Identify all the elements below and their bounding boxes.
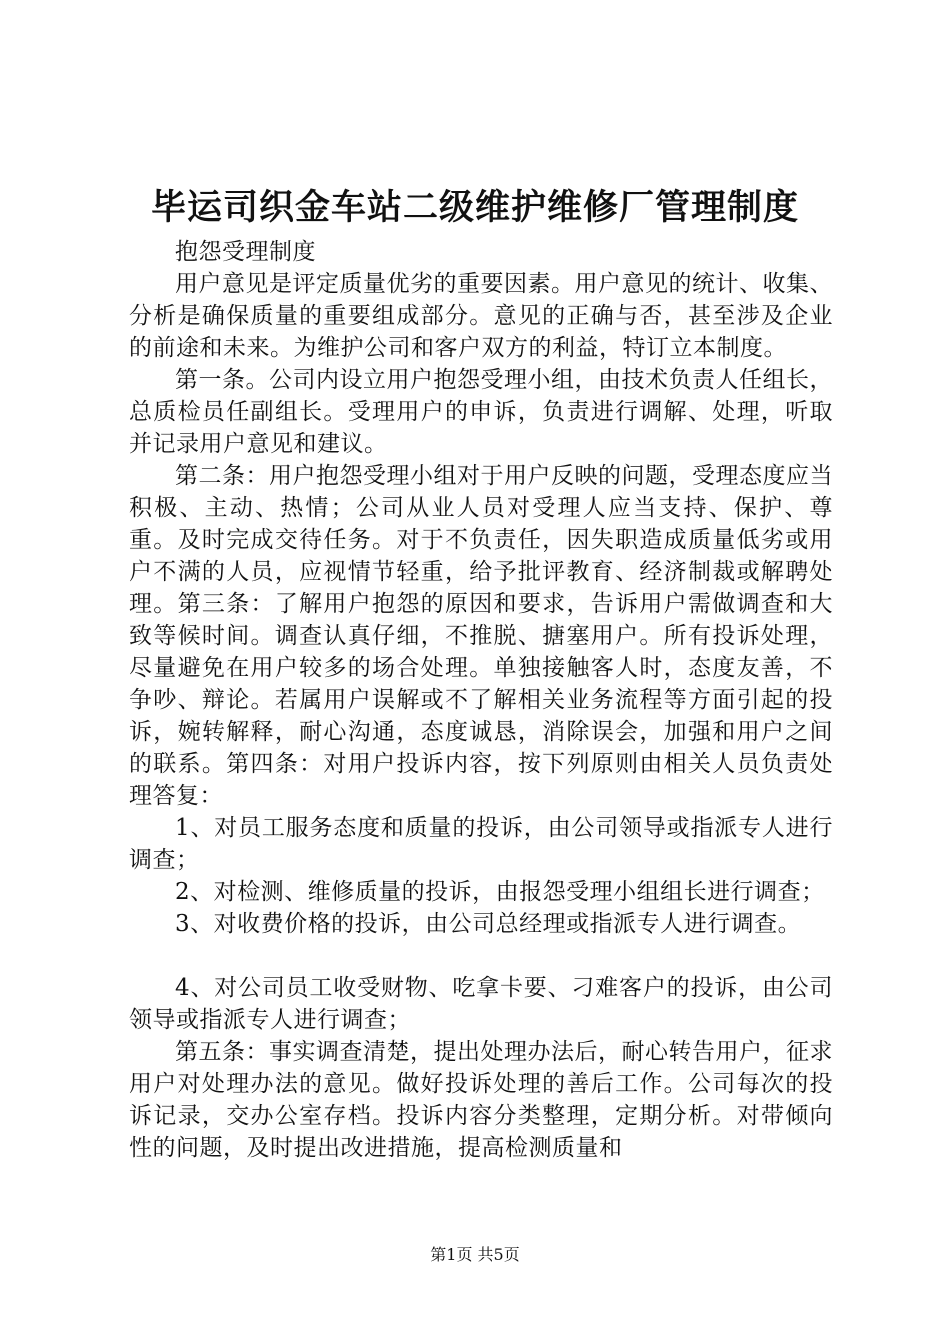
article-2-4-paragraph: 第二条：用户抱怨受理小组对于用户反映的问题，受理态度应当积极、主动、热情；公司从业人员对受理人应当支持、保护、尊重。及时完成交待任务。对于不负责任，因失职造成质量低劣或用户不满的人员，应视情节轻重，给予批评教育、经济制裁或解聘处理。第三条：了解用户抱怨的原因和要求，告诉用户需做调查和大致等候时间。调查认真仔细，不推脱、搪塞用户。所有投诉处理，尽量避免在用户较多的场合处理。单独接触客人时，态度友善，不争吵、辩论。若属用户误解或不了解相关业务流程等方面引起的投诉，婉转解释，耐心沟通，态度诚恳，消除误会，加强和用户之间的联系。第四条：对用户投诉内容，按下列原则由相关人员负责处理答复：	[129, 463, 833, 809]
list-item-3: 3、对收费价格的投诉，由公司总经理或指派专人进行调查。	[175, 911, 802, 937]
blank-line	[129, 940, 833, 972]
list-item-2: 2、对检测、维修质量的投诉，由报怨受理小组组长进行调查；	[175, 879, 825, 905]
section-heading: 抱怨受理制度	[175, 239, 316, 265]
document-title: 毕运司织金车站二级维护维修厂管理制度	[150, 187, 799, 228]
list-item-1: 1、对员工服务态度和质量的投诉，由公司领导或指派专人进行调查；	[129, 815, 833, 873]
article-5-paragraph: 第五条：事实调查清楚，提出处理办法后，耐心转告用户，征求用户对处理办法的意见。做好投诉处理的善后工作。公司每次的投诉记录，交办公室存档。投诉内容分类整理，定期分析。对带倾向性的问题，及时提出改进措施，提高检测质量和	[129, 1039, 833, 1161]
list-item-4: 4、对公司员工收受财物、吃拿卡要、刁难客户的投诉，由公司领导或指派专人进行调查；	[129, 975, 833, 1033]
page-footer: 第1页 共5页	[430, 1245, 520, 1264]
document-body	[129, 236, 833, 1164]
intro-paragraph: 用户意见是评定质量优劣的重要因素。用户意见的统计、收集、分析是确保质量的重要组成部分。意见的正确与否，甚至涉及企业的前途和未来。为维护公司和客户双方的利益，特订立本制度。	[129, 271, 833, 361]
article-1-paragraph: 第一条。公司内设立用户抱怨受理小组，由技术负责人任组长，总质检员任副组长。受理用户的申诉，负责进行调解、处理，听取并记录用户意见和建议。	[129, 367, 833, 457]
